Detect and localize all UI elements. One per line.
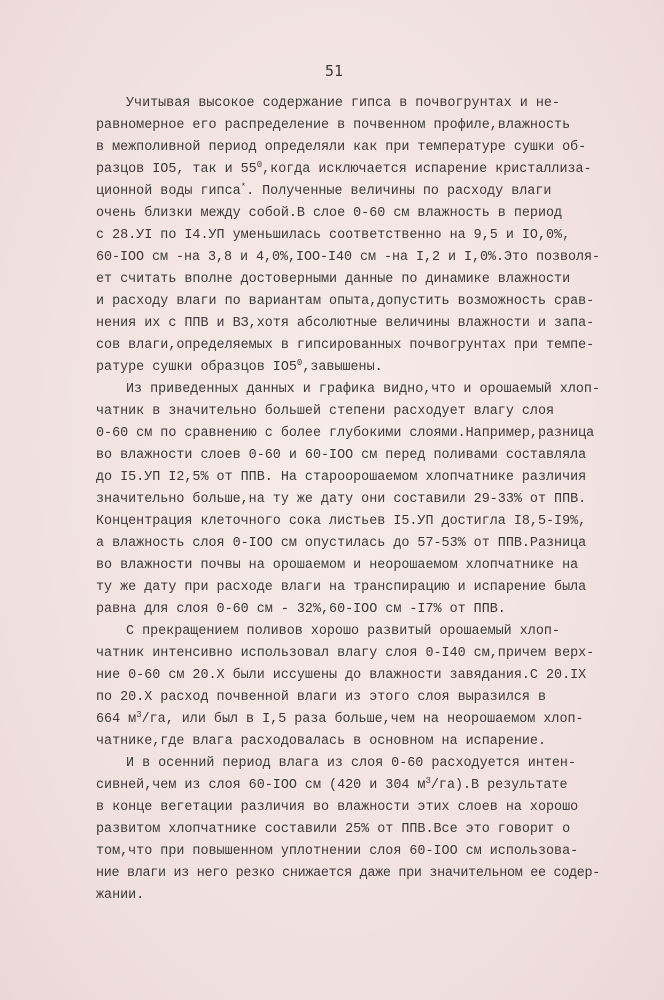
text-line: С прекращением поливов хорошо развитый орошаемый хлоп-	[126, 624, 560, 639]
text-line: и расходу влаги по вариантам опыта,допустить возможность срав-	[96, 294, 595, 309]
text-line: 60-IOO см -на 3,8 и 4,0%,IOO-I40 см -на I,2 и I,0%.Это позволя-	[96, 250, 600, 265]
text-line: в конце вегетации различия во влажности этих слоев на хорошо	[96, 800, 579, 815]
text-line: жании.	[96, 888, 145, 903]
text-line: во влажности почвы на орошаемом и неорошаемом хлопчатнике на	[96, 558, 579, 573]
text-line: значительно больше,на ту же дату они составили 29-33% от ППВ.	[96, 492, 587, 507]
text-line: Концентрация клеточного сока листьев I5.УП достигла I8,5-I9%,	[96, 514, 587, 529]
text-line: в межполивной период определяли как при температуре сушки об-	[96, 140, 587, 155]
text-line: разцов IO5, так и $55^0,когда$ исключается испарение кристаллиза-	[96, 160, 592, 177]
text-line: нения их с ППВ и ВЗ,хотя абсолютные величины влажности и запа-	[96, 316, 595, 331]
text-line: чатнике,где влага расходовалась в основном на испарение.	[96, 734, 546, 749]
text-line: 0-60 см по сравнению с более глубокими слоями.Например,разница	[96, 426, 595, 441]
text-line: ет считать вполне достоверными данные по динамике влажности	[96, 272, 571, 287]
text-line: том,что при повышенном уплотнении слоя 60-IOO см использова-	[96, 844, 579, 859]
text-line: ту же дату при расходе влаги на транспирацию и испарение была	[96, 580, 587, 595]
text-line: равномерное его распределение в почвенном профиле,влажность	[96, 118, 571, 133]
text-line: Учитывая высокое содержание гипса в почвогрунтах и не-	[126, 96, 560, 111]
text-line: во влажности слоев 0-60 и 60-IOO см перед поливами составляла	[96, 448, 587, 463]
text-line: равна для слоя 0-60 см - 32%,60-IOO см -I7% от ППВ.	[96, 602, 506, 617]
text-line: 664 $м^3/га$, или был в I,5 раза больше,чем на неорошаемом хлоп-	[96, 710, 584, 727]
text-line: развитом хлопчатнике составили 25% от ППВ.Все это говорит о	[96, 822, 571, 837]
page-number: 51	[325, 62, 344, 80]
text-line: по 20.X расход почвенной влаги из этого слоя выразился в	[96, 690, 546, 705]
text-line: сивней,чем из слоя 60-IOO см (420 и 304 $м^3/га).В$ результате	[96, 776, 568, 793]
text-line: а влажность слоя 0-IOO см опустилась до 57-53% от ППВ.Разница	[96, 536, 587, 551]
text-line: очень близки между собой.В слое 0-60 см влажность в период	[96, 206, 563, 221]
text-line: И в осенний период влага из слоя 0-60 расходуется интен-	[126, 756, 576, 771]
text-line: ратуре сушки образцов $IO5^0,завышены$.	[96, 358, 383, 375]
text-line: ние влаги из него резко снижается даже при значительном ее содер-	[96, 866, 600, 881]
text-line: с 28.УI по I4.УП уменьшилась соответственно на 9,5 и IO,0%,	[96, 228, 571, 243]
text-line: до I5.УП I2,5% от ППВ. На староорошаемом хлопчатнике различия	[96, 470, 587, 485]
text-line: ционной воды гипса*. Полученные величины по расходу влаги	[96, 182, 552, 199]
text-line: ние 0-60 см 20.X были иссушены до влажности завядания.С 20.IX	[96, 668, 587, 683]
text-line: Из приведенных данных и графика видно,что и орошаемый хлоп-	[126, 382, 600, 397]
text-line: сов влаги,определяемых в гипсированных почвогрунтах при темпе-	[96, 338, 595, 353]
text-line: чатник в значительно большей степени расходует влагу слоя	[96, 404, 555, 419]
text-line: чатник интенсивно использовал влагу слоя 0-I40 см,причем верх-	[96, 646, 595, 661]
